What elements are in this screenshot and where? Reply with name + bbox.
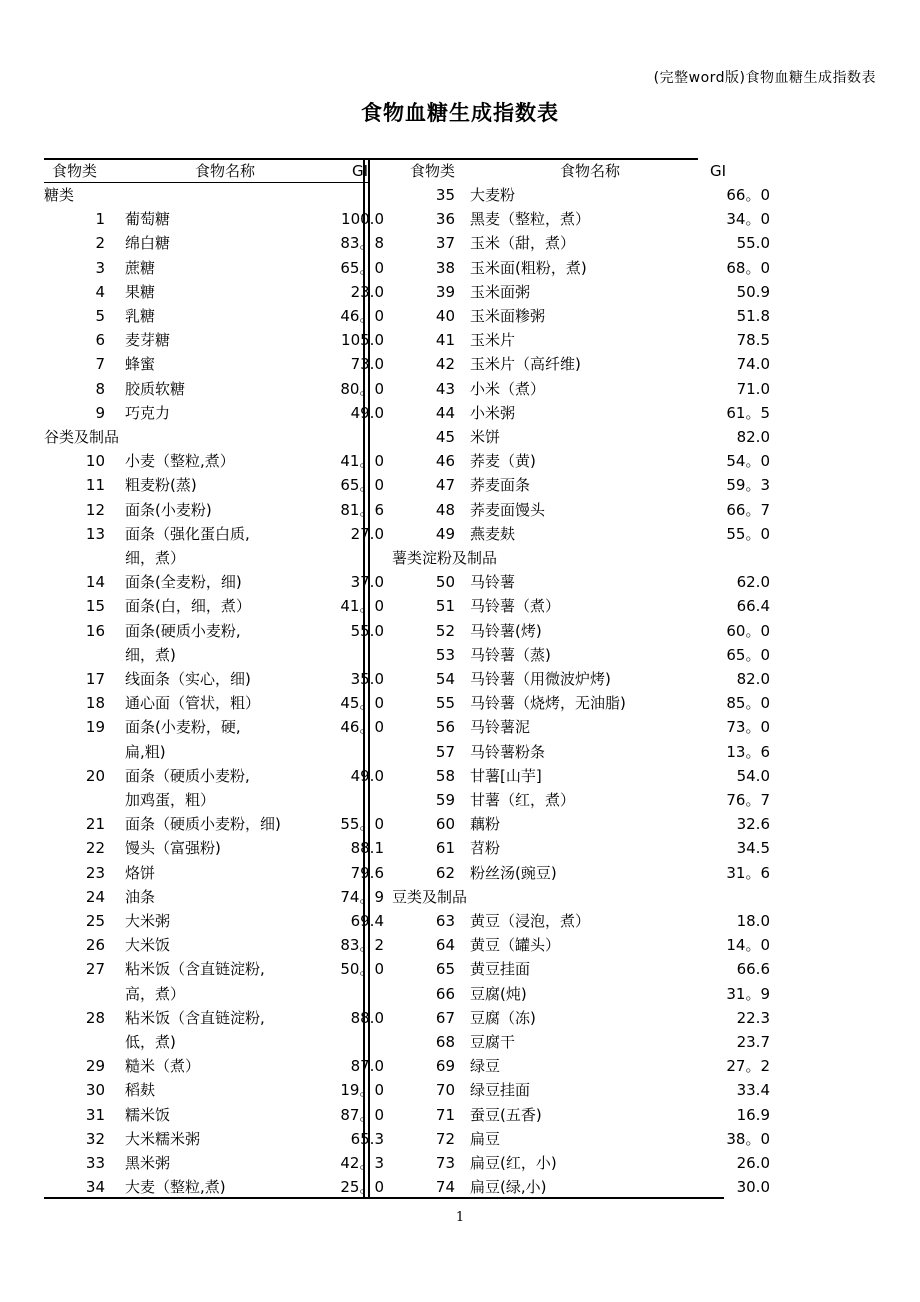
food-name-continued: 细，煮) — [125, 646, 176, 664]
food-name: 苕粉 — [470, 839, 501, 857]
row-number: 59 — [435, 791, 455, 809]
food-name: 马铃薯泥 — [470, 718, 531, 736]
gi-value: 66.4 — [736, 597, 770, 615]
food-name: 面条(小麦粉，硬, — [125, 718, 241, 736]
food-name: 面条(白，细，煮） — [125, 597, 251, 615]
food-name: 油条 — [125, 888, 156, 906]
gi-value: 31。9 — [726, 985, 770, 1003]
row-number: 53 — [435, 646, 455, 664]
row-number: 25 — [85, 912, 105, 930]
row-number: 21 — [85, 815, 105, 833]
gi-value: 66。0 — [726, 186, 770, 204]
row-number: 54 — [435, 670, 455, 688]
table-top-rule — [44, 158, 698, 160]
food-name: 面条（硬质小麦粉，细) — [125, 815, 281, 833]
gi-value: 37.0 — [350, 573, 384, 591]
row-number: 26 — [85, 936, 105, 954]
column-header-gi: GI — [352, 162, 369, 180]
food-name: 面条（硬质小麦粉, — [125, 767, 250, 785]
row-number: 20 — [85, 767, 105, 785]
food-name: 粘米饭（含直链淀粉, — [125, 960, 265, 978]
food-name: 玉米面粥 — [470, 283, 531, 301]
category-label: 豆类及制品 — [392, 888, 468, 906]
food-name: 荞麦（黄) — [470, 452, 536, 470]
food-name: 黄豆（浸泡，煮） — [470, 912, 591, 930]
gi-value: 55.0 — [736, 234, 770, 252]
food-name-continued: 低，煮) — [125, 1033, 176, 1051]
row-number: 16 — [85, 622, 105, 640]
row-number: 4 — [95, 283, 105, 301]
food-name: 绵白糖 — [125, 234, 171, 252]
food-name: 玉米面糁粥 — [470, 307, 546, 325]
row-number: 70 — [435, 1081, 455, 1099]
page-title: 食物血糖生成指数表 — [361, 101, 559, 125]
row-number: 27 — [85, 960, 105, 978]
row-number: 52 — [435, 622, 455, 640]
row-number: 1 — [95, 210, 105, 228]
category-label: 谷类及制品 — [44, 428, 120, 446]
row-number: 46 — [435, 452, 455, 470]
row-number: 33 — [85, 1154, 105, 1172]
food-name: 燕麦麸 — [470, 525, 516, 543]
table-bottom-rule — [44, 1197, 724, 1199]
food-name: 小米粥 — [470, 404, 516, 422]
gi-value: 87.0 — [350, 1057, 384, 1075]
gi-value: 38。0 — [726, 1130, 770, 1148]
food-name: 蚕豆(五香) — [470, 1106, 542, 1124]
row-number: 35 — [435, 186, 455, 204]
gi-value: 41。0 — [340, 597, 384, 615]
gi-value: 55。0 — [726, 525, 770, 543]
food-name: 马铃薯（煮） — [470, 597, 561, 615]
gi-value: 49.0 — [350, 767, 384, 785]
gi-value: 65。0 — [340, 259, 384, 277]
gi-value: 42。3 — [340, 1154, 384, 1172]
food-name: 马铃薯粉条 — [470, 743, 546, 761]
food-name: 豆腐干 — [470, 1033, 516, 1051]
food-name: 藕粉 — [470, 815, 501, 833]
row-number: 55 — [435, 694, 455, 712]
gi-value: 54。0 — [726, 452, 770, 470]
row-number: 19 — [85, 718, 105, 736]
gi-value: 33.4 — [736, 1081, 770, 1099]
food-name: 甘薯（红，煮） — [470, 791, 576, 809]
food-name: 豆腐（冻) — [470, 1009, 536, 1027]
column-header-food-name: 食物名称 — [195, 162, 256, 180]
gi-value: 22.3 — [736, 1009, 770, 1027]
row-number: 69 — [435, 1057, 455, 1075]
page-number: 1 — [455, 1210, 465, 1225]
row-number: 22 — [85, 839, 105, 857]
food-name: 小麦（整粒,煮） — [125, 452, 235, 470]
gi-value: 31。6 — [726, 864, 770, 882]
gi-value: 105.0 — [341, 331, 384, 349]
row-number: 39 — [435, 283, 455, 301]
header-bottom-rule — [44, 182, 370, 183]
category-label: 糖类 — [44, 186, 75, 204]
gi-value: 65.3 — [350, 1130, 384, 1148]
gi-value: 78.5 — [736, 331, 770, 349]
row-number: 66 — [435, 985, 455, 1003]
row-number: 2 — [95, 234, 105, 252]
gi-value: 59。3 — [726, 476, 770, 494]
row-number: 30 — [85, 1081, 105, 1099]
row-number: 65 — [435, 960, 455, 978]
row-number: 49 — [435, 525, 455, 543]
food-name: 糙米（煮） — [125, 1057, 201, 1075]
food-name: 大麦粉 — [470, 186, 516, 204]
food-name: 黑麦（整粒，煮） — [470, 210, 591, 228]
food-name: 黄豆挂面 — [470, 960, 531, 978]
food-name: 大米糯米粥 — [125, 1130, 201, 1148]
food-name: 绿豆 — [470, 1057, 501, 1075]
gi-value: 46。0 — [340, 307, 384, 325]
row-number: 17 — [85, 670, 105, 688]
food-name: 线面条（实心，细) — [125, 670, 251, 688]
row-number: 3 — [95, 259, 105, 277]
row-number: 32 — [85, 1130, 105, 1148]
gi-value: 50。0 — [340, 960, 384, 978]
gi-value: 74。9 — [340, 888, 384, 906]
food-name: 蜂蜜 — [125, 355, 156, 373]
gi-value: 55。0 — [340, 815, 384, 833]
food-name: 玉米片 — [470, 331, 516, 349]
food-name: 荞麦面馒头 — [470, 501, 546, 519]
gi-value: 23.7 — [736, 1033, 770, 1051]
row-number: 7 — [95, 355, 105, 373]
gi-value: 88.1 — [350, 839, 384, 857]
category-label: 薯类淀粉及制品 — [392, 549, 498, 567]
food-name: 面条（强化蛋白质, — [125, 525, 250, 543]
row-number: 68 — [435, 1033, 455, 1051]
gi-value: 87。0 — [340, 1106, 384, 1124]
gi-value: 68。0 — [726, 259, 770, 277]
food-name: 粉丝汤(豌豆) — [470, 864, 557, 882]
row-number: 38 — [435, 259, 455, 277]
food-name: 豆腐(炖) — [470, 985, 527, 1003]
gi-value: 100.0 — [341, 210, 384, 228]
gi-value: 69.4 — [350, 912, 384, 930]
food-name: 扁豆(红，小) — [470, 1154, 557, 1172]
gi-value: 35.0 — [350, 670, 384, 688]
food-name: 马铃薯 — [470, 573, 516, 591]
gi-value: 51.8 — [736, 307, 770, 325]
food-name: 马铃薯（烧烤，无油脂) — [470, 694, 626, 712]
food-name: 荞麦面条 — [470, 476, 531, 494]
gi-value: 34.5 — [736, 839, 770, 857]
row-number: 36 — [435, 210, 455, 228]
food-name: 米饼 — [470, 428, 501, 446]
food-name: 绿豆挂面 — [470, 1081, 531, 1099]
gi-value: 14。0 — [726, 936, 770, 954]
food-name-continued: 高，煮） — [125, 985, 186, 1003]
row-number: 41 — [435, 331, 455, 349]
gi-value: 45。0 — [340, 694, 384, 712]
food-name: 大米饭 — [125, 936, 171, 954]
row-number: 5 — [95, 307, 105, 325]
food-name: 面条(小麦粉) — [125, 501, 212, 519]
food-name: 葡萄糖 — [125, 210, 171, 228]
row-number: 40 — [435, 307, 455, 325]
gi-value: 23.0 — [350, 283, 384, 301]
food-name: 胶质软糖 — [125, 380, 186, 398]
gi-value: 25。0 — [340, 1178, 384, 1196]
row-number: 14 — [85, 573, 105, 591]
gi-value: 73.0 — [350, 355, 384, 373]
row-number: 67 — [435, 1009, 455, 1027]
row-number: 50 — [435, 573, 455, 591]
gi-value: 74.0 — [736, 355, 770, 373]
gi-value: 88.0 — [350, 1009, 384, 1027]
row-number: 51 — [435, 597, 455, 615]
food-name: 馒头（富强粉) — [125, 839, 221, 857]
row-number: 42 — [435, 355, 455, 373]
food-name: 扁豆(绿,小) — [470, 1178, 547, 1196]
gi-value: 82.0 — [736, 670, 770, 688]
gi-value: 27.0 — [350, 525, 384, 543]
gi-value: 66.6 — [736, 960, 770, 978]
row-number: 44 — [435, 404, 455, 422]
food-name: 粗麦粉(蒸) — [125, 476, 197, 494]
row-number: 48 — [435, 501, 455, 519]
row-number: 9 — [95, 404, 105, 422]
food-name: 甘薯[山芋] — [470, 767, 542, 785]
row-number: 64 — [435, 936, 455, 954]
food-name: 扁豆 — [470, 1130, 501, 1148]
food-name: 马铃薯（用微波炉烤) — [470, 670, 611, 688]
row-number: 61 — [435, 839, 455, 857]
row-number: 23 — [85, 864, 105, 882]
food-name: 糯米饭 — [125, 1106, 171, 1124]
gi-value: 80。0 — [340, 380, 384, 398]
row-number: 18 — [85, 694, 105, 712]
column-header-gi: GI — [710, 162, 727, 180]
row-number: 11 — [85, 476, 105, 494]
food-name: 玉米片（高纤维) — [470, 355, 581, 373]
row-number: 34 — [85, 1178, 105, 1196]
gi-value: 76。7 — [726, 791, 770, 809]
food-name: 乳糖 — [125, 307, 156, 325]
food-name-continued: 细，煮） — [125, 549, 186, 567]
gi-value: 54.0 — [736, 767, 770, 785]
food-name: 蔗糖 — [125, 259, 156, 277]
row-number: 56 — [435, 718, 455, 736]
food-name: 大麦（整粒,煮) — [125, 1178, 226, 1196]
row-number: 10 — [85, 452, 105, 470]
food-name: 稻麸 — [125, 1081, 156, 1099]
row-number: 57 — [435, 743, 455, 761]
food-name: 巧克力 — [125, 404, 171, 422]
gi-value: 65。0 — [726, 646, 770, 664]
gi-value: 66。7 — [726, 501, 770, 519]
gi-value: 65。0 — [340, 476, 384, 494]
document-header: (完整word版)食物血糖生成指数表 — [653, 70, 876, 86]
food-name: 大米粥 — [125, 912, 171, 930]
gi-value: 83。8 — [340, 234, 384, 252]
column-header-food-name: 食物名称 — [560, 162, 621, 180]
gi-value: 41。0 — [340, 452, 384, 470]
gi-value: 83。2 — [340, 936, 384, 954]
gi-value: 32.6 — [736, 815, 770, 833]
food-name: 烙饼 — [125, 864, 156, 882]
row-number: 43 — [435, 380, 455, 398]
column-header-category: 食物类 — [410, 162, 456, 180]
gi-value: 85。0 — [726, 694, 770, 712]
row-number: 58 — [435, 767, 455, 785]
row-number: 72 — [435, 1130, 455, 1148]
food-name-continued: 加鸡蛋，粗） — [125, 791, 216, 809]
row-number: 8 — [95, 380, 105, 398]
food-name: 玉米面(粗粉，煮) — [470, 259, 587, 277]
gi-value: 18.0 — [736, 912, 770, 930]
gi-value: 34。0 — [726, 210, 770, 228]
food-name: 黑米粥 — [125, 1154, 171, 1172]
gi-value: 26.0 — [736, 1154, 770, 1172]
gi-value: 62.0 — [736, 573, 770, 591]
food-name: 果糖 — [125, 283, 156, 301]
column-header-category: 食物类 — [52, 162, 98, 180]
gi-value: 50.9 — [736, 283, 770, 301]
row-number: 63 — [435, 912, 455, 930]
row-number: 13 — [85, 525, 105, 543]
row-number: 60 — [435, 815, 455, 833]
row-number: 29 — [85, 1057, 105, 1075]
row-number: 45 — [435, 428, 455, 446]
gi-value: 60。0 — [726, 622, 770, 640]
row-number: 73 — [435, 1154, 455, 1172]
food-name: 面条(全麦粉，细) — [125, 573, 242, 591]
food-name: 小米（煮） — [470, 380, 546, 398]
gi-value: 82.0 — [736, 428, 770, 446]
gi-value: 46。0 — [340, 718, 384, 736]
gi-value: 19。0 — [340, 1081, 384, 1099]
row-number: 24 — [85, 888, 105, 906]
row-number: 12 — [85, 501, 105, 519]
gi-value: 61。5 — [726, 404, 770, 422]
food-name: 马铃薯(烤) — [470, 622, 542, 640]
food-name: 马铃薯（蒸) — [470, 646, 551, 664]
row-number: 74 — [435, 1178, 455, 1196]
gi-value: 13。6 — [726, 743, 770, 761]
gi-value: 16.9 — [736, 1106, 770, 1124]
food-name: 通心面（管状，粗） — [125, 694, 261, 712]
row-number: 37 — [435, 234, 455, 252]
food-name: 麦芽糖 — [125, 331, 171, 349]
gi-value: 55.0 — [350, 622, 384, 640]
gi-value: 73。0 — [726, 718, 770, 736]
food-name: 面条(硬质小麦粉, — [125, 622, 241, 640]
food-name: 玉米（甜，煮） — [470, 234, 576, 252]
row-number: 31 — [85, 1106, 105, 1124]
gi-value: 49.0 — [350, 404, 384, 422]
gi-value: 71.0 — [736, 380, 770, 398]
row-number: 62 — [435, 864, 455, 882]
row-number: 15 — [85, 597, 105, 615]
row-number: 71 — [435, 1106, 455, 1124]
gi-value: 79.6 — [350, 864, 384, 882]
food-name: 黄豆（罐头） — [470, 936, 561, 954]
food-name-continued: 扁,粗) — [125, 743, 166, 761]
gi-value: 30.0 — [736, 1178, 770, 1196]
gi-value: 27。2 — [726, 1057, 770, 1075]
row-number: 47 — [435, 476, 455, 494]
gi-value: 81。6 — [340, 501, 384, 519]
row-number: 28 — [85, 1009, 105, 1027]
food-name: 粘米饭（含直链淀粉, — [125, 1009, 265, 1027]
row-number: 6 — [95, 331, 105, 349]
